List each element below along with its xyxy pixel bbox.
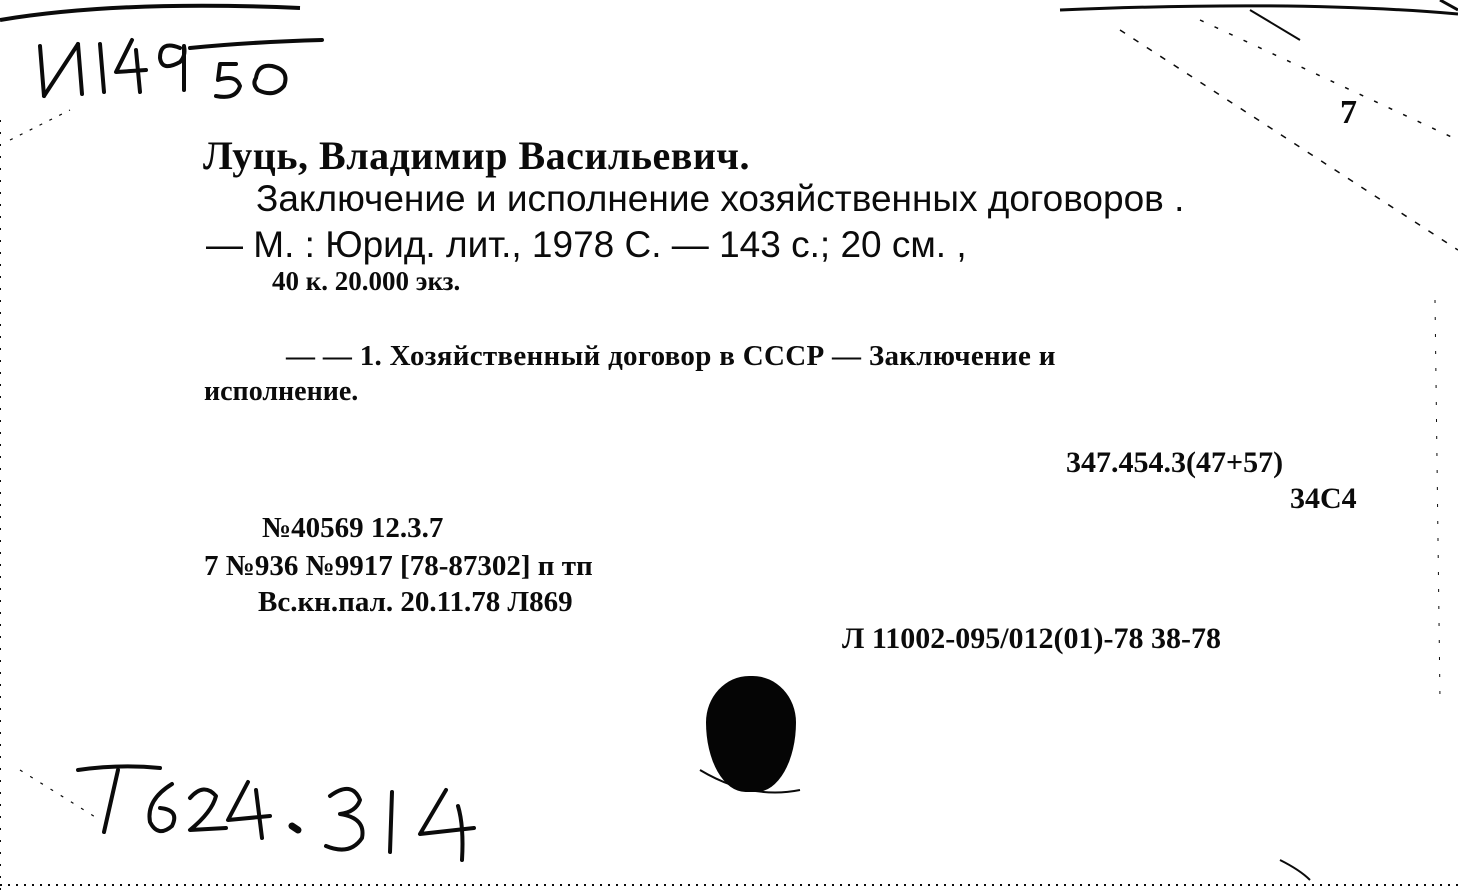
bbk-index: 34С4 xyxy=(1290,482,1357,515)
punch-hole xyxy=(706,676,796,792)
author-heading: Луць, Владимир Васильевич. xyxy=(203,133,750,178)
subject-heading: — — 1. Хозяйственный договор в СССР — Заключение и xyxy=(286,340,1056,372)
book-title: Заключение и исполнение хозяйственных договоров . xyxy=(256,178,1185,219)
publisher-code: Л 11002-095/012(01)-78 38-78 xyxy=(842,622,1221,655)
imprint-line: — М. : Юрид. лит., 1978 С. — 143 с.; 20 см. , xyxy=(206,224,967,265)
udc-index: 347.454.3(47+57) xyxy=(1066,446,1284,479)
subject-heading-cont: исполнение. xyxy=(204,376,359,407)
registry-line-3: Вс.кн.пал. 20.11.78 Л869 xyxy=(258,586,573,618)
card-number: 7 xyxy=(1340,94,1357,131)
price-run-line: 40 к. 20.000 экз. xyxy=(272,266,461,296)
registry-line-1: №40569 12.3.7 xyxy=(262,512,444,544)
registry-line-2: 7 №936 №9917 [78-87302] п тп xyxy=(204,550,593,582)
